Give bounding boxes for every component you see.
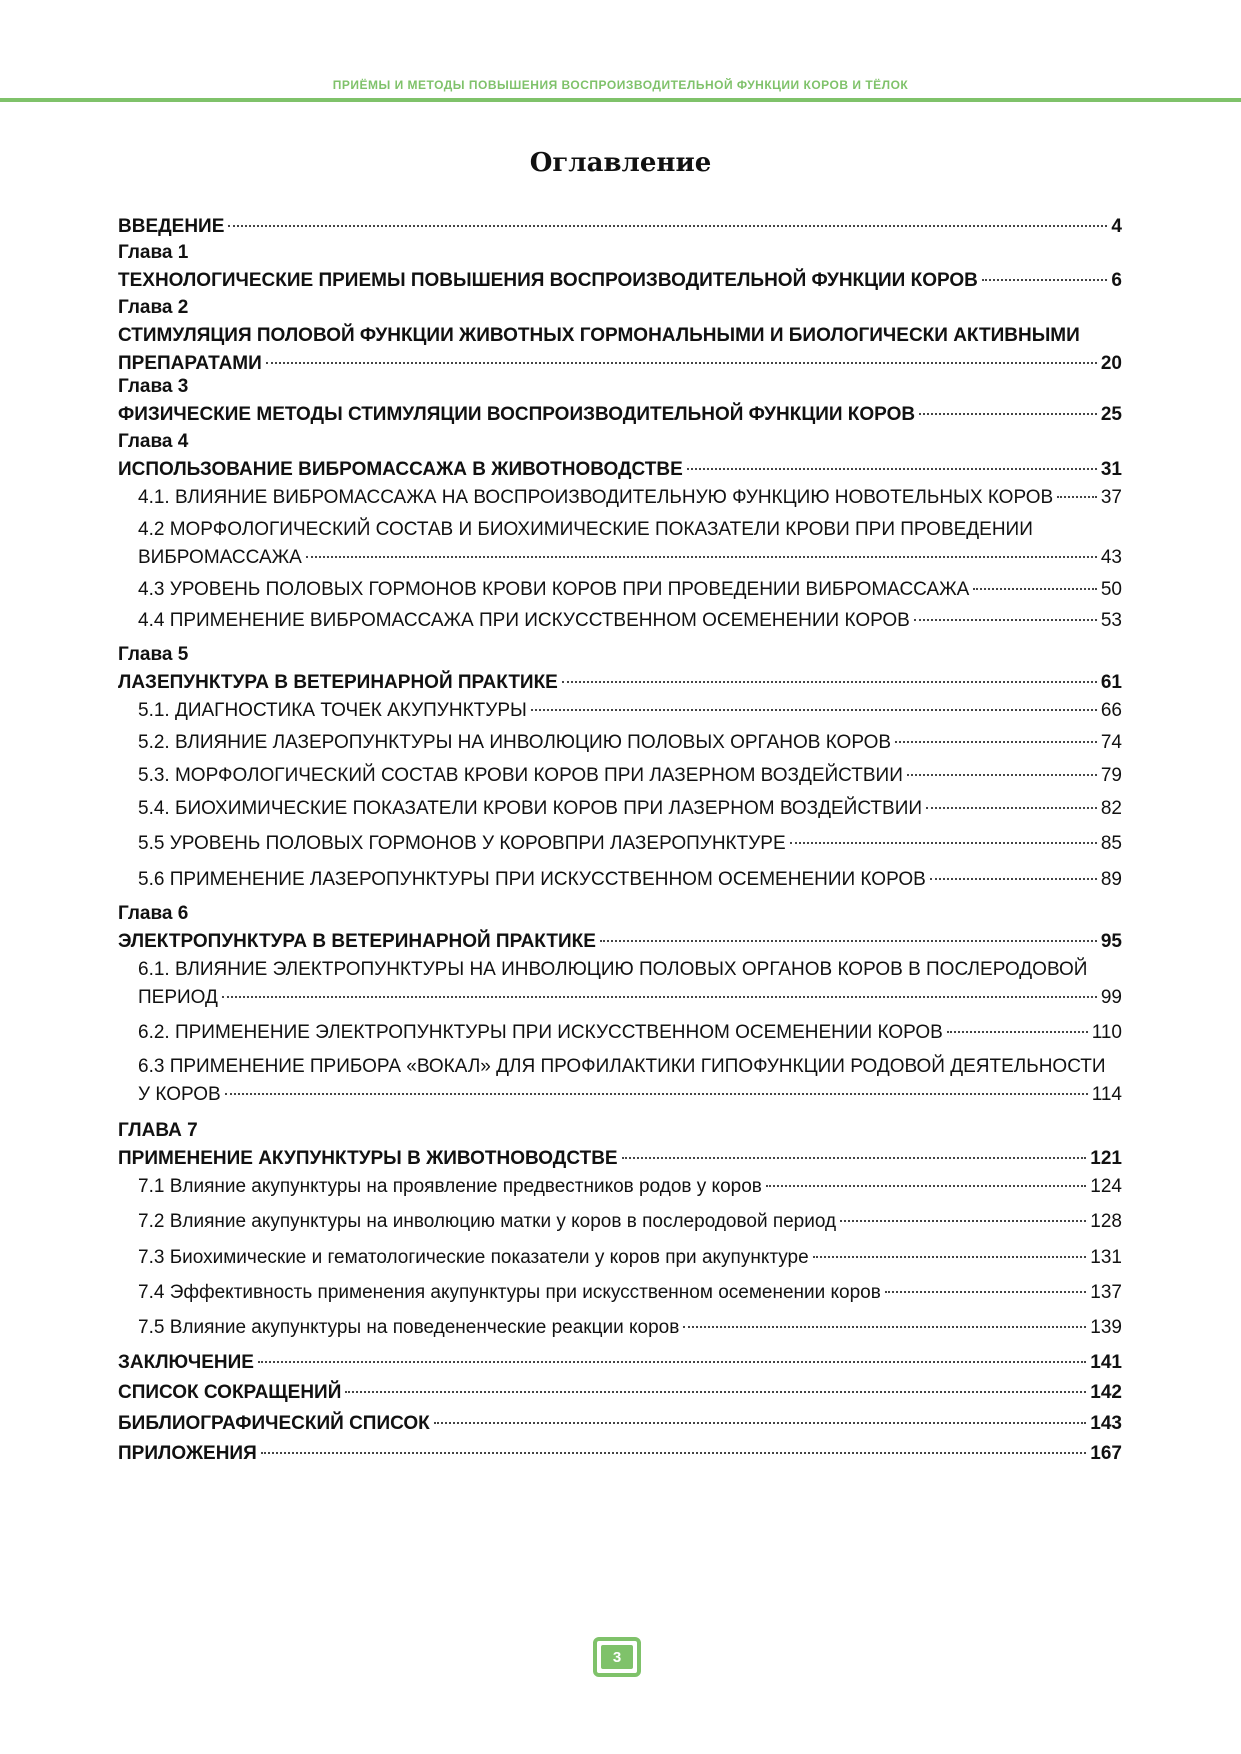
header-rule [0, 98, 1241, 102]
toc-entry-chapter-1[interactable] [118, 267, 1122, 295]
toc-entry-5-5[interactable] [138, 830, 1122, 858]
toc-page-number: 37 [1100, 487, 1122, 508]
running-header: ПРИЁМЫ И МЕТОДЫ ПОВЫШЕНИЯ ВОСПРОИЗВОДИТЕЛЬНОЙ ФУНКЦИИ КОРОВ И ТЁЛОК [332, 78, 909, 92]
leader-dots [434, 1422, 1087, 1424]
toc-entry-title: 7.2 Влияние акупунктуры на инволюцию матки у коров в послеродовой период [138, 1211, 837, 1232]
toc-page-number: 143 [1090, 1413, 1122, 1434]
leader-dots [600, 940, 1097, 942]
toc-entry-title: ЛАЗЕПУНКТУРА В ВЕТЕРИНАРНОЙ ПРАКТИКЕ [118, 672, 558, 693]
toc-entry-title: 5.5 УРОВЕНЬ ПОЛОВЫХ ГОРМОНОВ У КОРОВПРИ ЛАЗЕРОПУНКТУРЕ [138, 833, 786, 854]
toc-page-number: 95 [1100, 931, 1122, 952]
chapter-label: Глава 6 [118, 903, 189, 924]
toc-entry-6-1[interactable] [138, 956, 1122, 1012]
toc-entry-title: СПИСОК СОКРАЩЕНИЙ [118, 1382, 342, 1403]
leader-dots [926, 807, 1097, 809]
leader-dots [907, 774, 1097, 776]
toc-page-number: 43 [1100, 547, 1122, 568]
toc-page-number: 89 [1100, 869, 1122, 890]
toc-entry-4-2[interactable] [138, 516, 1122, 572]
chapter-label: Глава 1 [118, 242, 189, 263]
toc-page-number: 114 [1091, 1084, 1122, 1105]
leader-dots [895, 741, 1097, 743]
toc-entry-title: 7.4 Эффективность применения акупунктуры при искусственном осеменении коров [138, 1282, 881, 1303]
leader-dots [622, 1157, 1087, 1159]
chapter-label: Глава 2 [118, 297, 189, 318]
toc-entry-7-2[interactable] [138, 1208, 1122, 1236]
leader-dots [345, 1391, 1086, 1393]
leader-dots [261, 1452, 1087, 1454]
toc-entry-5-6[interactable] [138, 866, 1122, 894]
page-number-badge [593, 1637, 641, 1677]
chapter-label: Глава 5 [118, 644, 189, 665]
toc-page-number: 121 [1090, 1148, 1122, 1169]
chapter-2 [118, 294, 1122, 378]
leader-dots [683, 1326, 1086, 1328]
toc-entry-title: 5.4. БИОХИМИЧЕСКИЕ ПОКАЗАТЕЛИ КРОВИ КОРОВ ПРИ ЛАЗЕРНОМ ВОЗДЕЙСТВИИ [138, 798, 923, 819]
leader-dots [885, 1291, 1086, 1293]
toc-entry-title: 5.2. ВЛИЯНИЕ ЛАЗЕРОПУНКТУРЫ НА ИНВОЛЮЦИЮ ПОЛОВЫХ ОРГАНОВ КОРОВ [138, 732, 892, 753]
toc-entry-title: ФИЗИЧЕСКИЕ МЕТОДЫ СТИМУЛЯЦИИ ВОСПРОИЗВОДИТЕЛЬНОЙ ФУНКЦИИ КОРОВ [118, 404, 916, 425]
toc-entry-5-2[interactable] [138, 729, 1122, 757]
toc-entry-title: 5.6 ПРИМЕНЕНИЕ ЛАЗЕРОПУНКТУРЫ ПРИ ИСКУССТВЕННОМ ОСЕМЕНЕНИИ КОРОВ [138, 869, 926, 890]
leader-dots [982, 279, 1108, 281]
toc-entry-title-line1: 4.2 МОРФОЛОГИЧЕСКИЙ СОСТАВ И БИОХИМИЧЕСКИЕ ПОКАЗАТЕЛИ КРОВИ ПРИ ПРОВЕДЕНИИ [138, 519, 1033, 540]
toc-entry-chapter-7[interactable] [118, 1145, 1122, 1173]
chapter-label: Глава 3 [118, 376, 189, 397]
toc-entry-title: 7.5 Влияние акупунктуры на поведененческие реакции коров [138, 1317, 680, 1338]
toc-entry-chapter-3[interactable] [118, 401, 1122, 429]
toc-page-number: 85 [1100, 833, 1122, 854]
toc-entry-7-3[interactable] [138, 1244, 1122, 1272]
toc-entry-5-1[interactable] [138, 697, 1122, 725]
toc-page-number: 6 [1111, 270, 1122, 291]
leader-dots [531, 709, 1097, 711]
toc-page-number: 131 [1090, 1247, 1122, 1268]
leader-dots [222, 996, 1097, 998]
leader-dots [840, 1220, 1086, 1222]
chapter-7 [118, 1117, 1122, 1173]
toc-entry-title: 7.1 Влияние акупунктуры на проявление предвестников родов у коров [138, 1176, 762, 1197]
leader-dots [306, 556, 1097, 558]
toc-page-number: 66 [1100, 700, 1122, 721]
toc-entry-7-4[interactable] [138, 1279, 1122, 1307]
toc-entry-conclusion[interactable] [118, 1349, 1122, 1377]
page-title: Оглавление [529, 148, 712, 178]
toc-entry-title: ВВЕДЕНИЕ [118, 216, 225, 237]
toc-entry-chapter-6[interactable] [118, 928, 1122, 956]
toc-entry-title: 6.2. ПРИМЕНЕНИЕ ЭЛЕКТРОПУНКТУРЫ ПРИ ИСКУССТВЕННОМ ОСЕМЕНЕНИИ КОРОВ [138, 1022, 943, 1043]
toc-entry-title-line1: 6.3 ПРИМЕНЕНИЕ ПРИБОРА «ВОКАЛ» ДЛЯ ПРОФИЛАКТИКИ ГИПОФУНКЦИИ РОДОВОЙ ДЕЯТЕЛЬНОСТИ [138, 1056, 1106, 1077]
leader-dots [258, 1361, 1086, 1363]
toc-entry-title: 5.1. ДИАГНОСТИКА ТОЧЕК АКУПУНКТУРЫ [138, 700, 527, 721]
toc-entry-title: ЗАКЛЮЧЕНИЕ [118, 1352, 254, 1373]
toc-page-number: 99 [1100, 987, 1122, 1008]
chapter-4 [118, 428, 1122, 484]
toc-entry-title: 7.3 Биохимические и гематологические показатели у коров при акупунктуре [138, 1247, 809, 1268]
toc-entry-title-line2: У КОРОВ [138, 1084, 221, 1105]
toc-entry-7-1[interactable] [138, 1173, 1122, 1201]
toc-entry-title: 4.3 УРОВЕНЬ ПОЛОВЫХ ГОРМОНОВ КРОВИ КОРОВ ПРИ ПРОВЕДЕНИИ ВИБРОМАССАЖА [138, 579, 970, 600]
leader-dots [766, 1185, 1086, 1187]
toc-entry-title: ТЕХНОЛОГИЧЕСКИЕ ПРИЕМЫ ПОВЫШЕНИЯ ВОСПРОИЗВОДИТЕЛЬНОЙ ФУНКЦИИ КОРОВ [118, 270, 978, 291]
chapter-3 [118, 373, 1122, 429]
toc-entry-chapter-5[interactable] [118, 669, 1122, 697]
leader-dots [562, 681, 1097, 683]
chapter-1 [118, 239, 1122, 295]
toc-entry-intro[interactable] [118, 213, 1122, 241]
leader-dots [813, 1256, 1087, 1258]
leader-dots [790, 842, 1097, 844]
toc-page-number: 110 [1091, 1022, 1122, 1043]
toc-page-number: 50 [1100, 579, 1122, 600]
toc-page-number: 53 [1100, 610, 1122, 631]
toc-page-number: 128 [1090, 1211, 1122, 1232]
leader-dots [914, 619, 1097, 621]
leader-dots [973, 588, 1097, 590]
page-number: 3 [601, 1645, 633, 1669]
toc-page-number: 61 [1100, 672, 1122, 693]
toc-page-number: 31 [1100, 459, 1122, 480]
chapter-label: ГЛАВА 7 [118, 1120, 198, 1141]
toc-page-number: 74 [1100, 732, 1122, 753]
leader-dots [947, 1031, 1088, 1033]
toc-entry-4-3[interactable] [138, 576, 1122, 604]
toc-page-number: 124 [1090, 1176, 1122, 1197]
toc-entry-5-3[interactable] [138, 762, 1122, 790]
leader-dots [266, 362, 1097, 364]
toc-page-number: 142 [1090, 1382, 1122, 1403]
toc-entry-title-line1: СТИМУЛЯЦИЯ ПОЛОВОЙ ФУНКЦИИ ЖИВОТНЫХ ГОРМОНАЛЬНЫМИ И БИОЛОГИЧЕСКИ АКТИВНЫМИ [118, 325, 1080, 346]
toc-entry-4-4[interactable] [138, 607, 1122, 635]
leader-dots [687, 468, 1097, 470]
toc-entry-6-2[interactable] [138, 1019, 1122, 1047]
toc-entry-5-4[interactable] [138, 795, 1122, 823]
toc-entry-6-3[interactable] [138, 1053, 1122, 1109]
toc-entry-title-line2: ВИБРОМАССАЖА [138, 547, 302, 568]
toc-entry-title: ЭЛЕКТРОПУНКТУРА В ВЕТЕРИНАРНОЙ ПРАКТИКЕ [118, 931, 596, 952]
toc-entry-title: 4.4 ПРИМЕНЕНИЕ ВИБРОМАССАЖА ПРИ ИСКУССТВЕННОМ ОСЕМЕНЕНИИ КОРОВ [138, 610, 910, 631]
toc-entry-title-line1: 6.1. ВЛИЯНИЕ ЭЛЕКТРОПУНКТУРЫ НА ИНВОЛЮЦИЮ ПОЛОВЫХ ОРГАНОВ КОРОВ В ПОСЛЕРОДОВОЙ [138, 959, 1088, 980]
toc-entry-title: ПРИЛОЖЕНИЯ [118, 1443, 257, 1464]
toc-entry-title-line2: ПРЕПАРАТАМИ [118, 353, 262, 374]
toc-page-number: 20 [1100, 353, 1122, 374]
chapter-6 [118, 900, 1122, 956]
toc-entry-appendices[interactable] [118, 1440, 1122, 1468]
toc-entry-title: 4.1. ВЛИЯНИЕ ВИБРОМАССАЖА НА ВОСПРОИЗВОДИТЕЛЬНУЮ ФУНКЦИЮ НОВОТЕЛЬНЫХ КОРОВ [138, 487, 1054, 508]
toc-entry-bibliography[interactable] [118, 1410, 1122, 1438]
toc-page-number: 141 [1090, 1352, 1122, 1373]
chapter-5 [118, 641, 1122, 697]
toc-page-number: 82 [1100, 798, 1122, 819]
leader-dots [225, 1093, 1088, 1095]
toc-entry-chapter-4[interactable] [118, 456, 1122, 484]
leader-dots [919, 413, 1097, 415]
toc-page-number: 79 [1100, 765, 1122, 786]
toc-entry-title: ИСПОЛЬЗОВАНИЕ ВИБРОМАССАЖА В ЖИВОТНОВОДСТВЕ [118, 459, 683, 480]
toc-page-number: 139 [1090, 1317, 1122, 1338]
toc-page-number: 4 [1111, 216, 1122, 237]
leader-dots [930, 878, 1097, 880]
toc-entry-7-5[interactable] [138, 1314, 1122, 1342]
toc-entry-title: БИБЛИОГРАФИЧЕСКИЙ СПИСОК [118, 1413, 430, 1434]
toc-page-number: 167 [1090, 1443, 1122, 1464]
toc-entry-title: ПРИМЕНЕНИЕ АКУПУНКТУРЫ В ЖИВОТНОВОДСТВЕ [118, 1148, 618, 1169]
leader-dots [1057, 496, 1097, 498]
toc-entry-title: 5.3. МОРФОЛОГИЧЕСКИЙ СОСТАВ КРОВИ КОРОВ ПРИ ЛАЗЕРНОМ ВОЗДЕЙСТВИИ [138, 765, 903, 786]
toc-entry-abbreviations[interactable] [118, 1379, 1122, 1407]
chapter-label: Глава 4 [118, 431, 189, 452]
toc-entry-chapter-2[interactable] [118, 322, 1122, 378]
leader-dots [228, 225, 1107, 227]
toc-entry-title-line2: ПЕРИОД [138, 987, 218, 1008]
toc-entry-4-1[interactable] [138, 484, 1122, 512]
toc-page-number: 137 [1090, 1282, 1122, 1303]
toc-page-number: 25 [1100, 404, 1122, 425]
